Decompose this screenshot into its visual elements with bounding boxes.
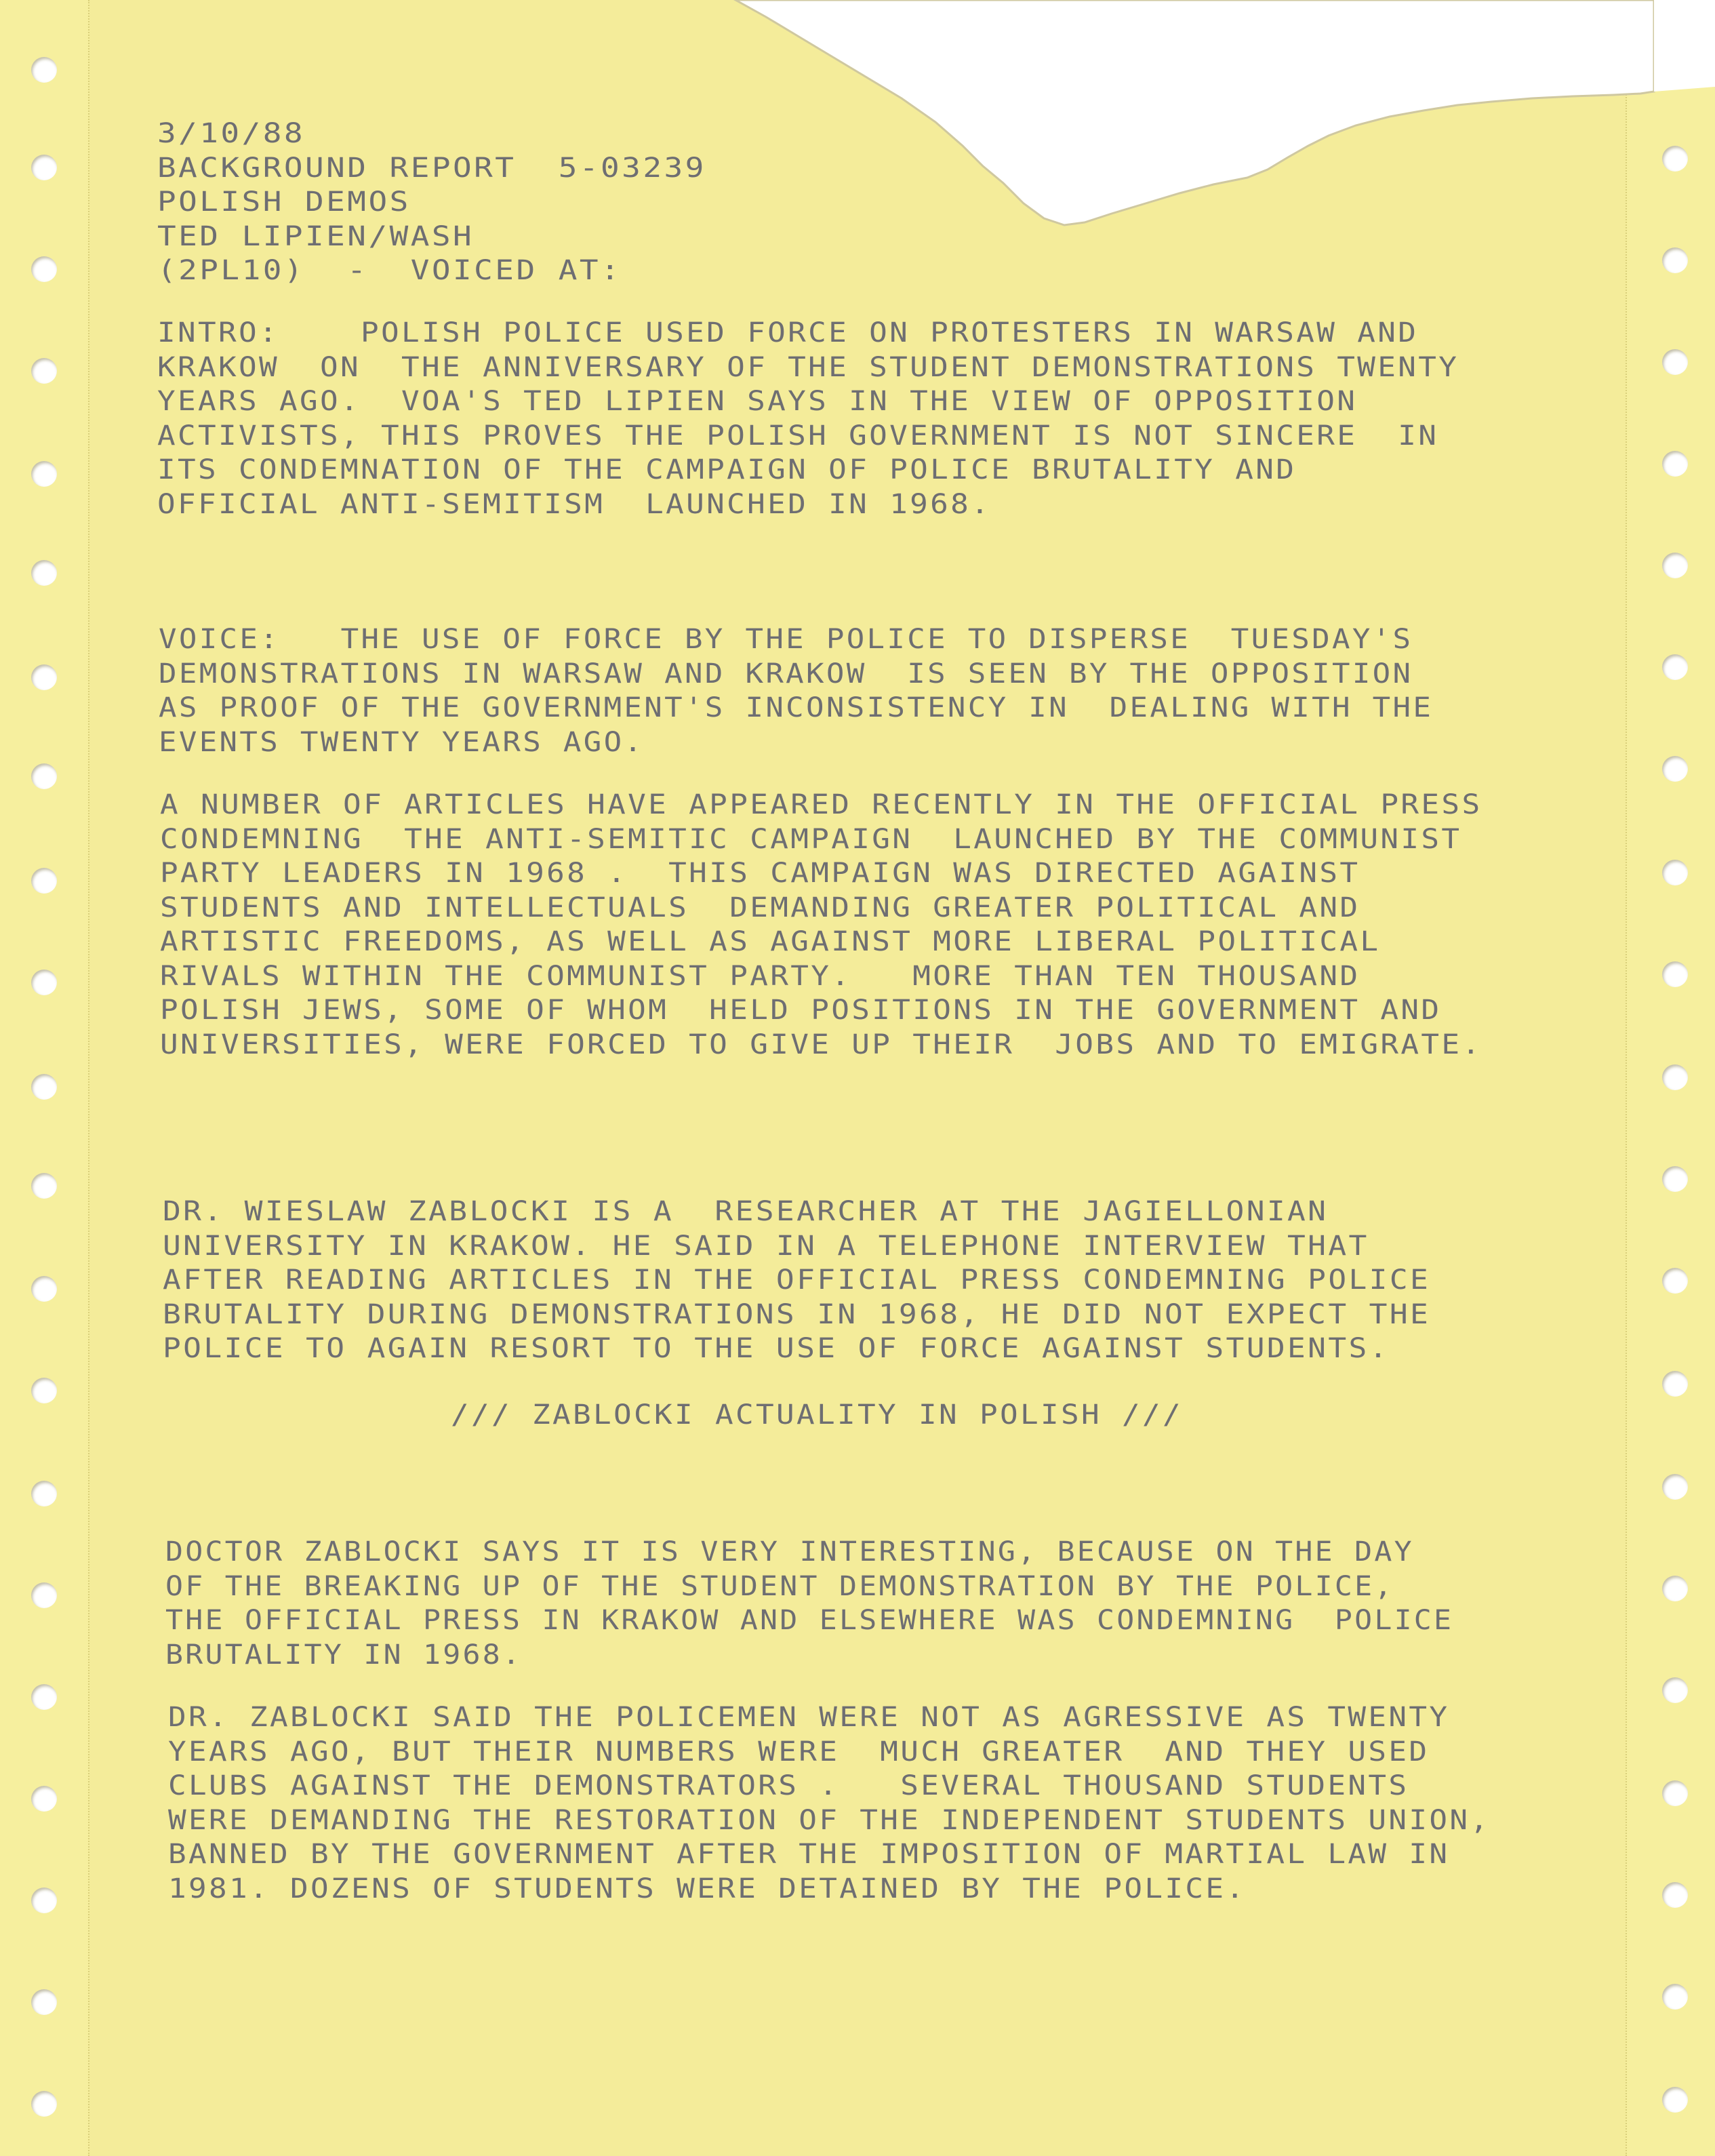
policemen-line: BANNED BY THE GOVERNMENT AFTER THE IMPOSITION OF MARTIAL LAW IN — [168, 1839, 1450, 1870]
zablocki-line: DR. WIESLAW ZABLOCKI IS A RESEARCHER AT THE JAGIELLONIAN — [163, 1196, 1329, 1227]
tractor-hole — [31, 358, 57, 384]
tractor-hole — [1662, 654, 1688, 680]
tractor-hole — [31, 1074, 57, 1100]
tractor-hole — [31, 1888, 57, 1913]
articles-line: ARTISTIC FREEDOMS, AS WELL AS AGAINST MORE LIBERAL POLITICAL — [160, 926, 1381, 957]
tractor-hole — [1662, 1268, 1688, 1294]
intro-line: ITS CONDEMNATION OF THE CAMPAIGN OF POLICE BRUTALITY AND — [157, 454, 1297, 485]
tractor-hole — [31, 560, 57, 586]
actuality-cue — [451, 1398, 1183, 1433]
tractor-hole — [31, 256, 57, 282]
interesting-line: OF THE BREAKING UP OF THE STUDENT DEMONSTRATION BY THE POLICE, — [165, 1570, 1394, 1602]
interesting-line: BRUTALITY IN 1968. — [165, 1639, 523, 1671]
tractor-hole — [1662, 349, 1688, 375]
articles-line: A NUMBER OF ARTICLES HAVE APPEARED RECENTLY IN THE OFFICIAL PRESS — [160, 789, 1482, 820]
articles-line: UNIVERSITIES, WERE FORCED TO GIVE UP THEIR JOBS AND TO EMIGRATE. — [160, 1029, 1482, 1060]
tractor-hole — [1662, 146, 1688, 172]
zablocki-paragraph — [163, 1195, 1430, 1366]
articles-line: PARTY LEADERS IN 1968 . THIS CAMPAIGN WAS DIRECTED AGAINST — [160, 858, 1360, 889]
zablocki-line: BRUTALITY DURING DEMONSTRATIONS IN 1968, HE DID NOT EXPECT THE — [163, 1298, 1431, 1330]
tractor-hole — [1662, 1064, 1688, 1090]
policemen-paragraph — [168, 1700, 1490, 1906]
tractor-hole — [1662, 1984, 1688, 2010]
tractor-hole — [31, 57, 57, 83]
tractor-hole — [1662, 1576, 1688, 1601]
tractor-hole — [1662, 1474, 1688, 1500]
voice-line: VOICE: THE USE OF FORCE BY THE POLICE TO DISPERSE TUESDAY'S — [159, 624, 1413, 655]
tractor-hole — [31, 2091, 57, 2117]
articles-line: RIVALS WITHIN THE COMMUNIST PARTY. MORE THAN TEN THOUSAND — [160, 960, 1360, 992]
tractor-hole — [31, 461, 57, 487]
actuality-text: /// ZABLOCKI ACTUALITY IN POLISH /// — [451, 1399, 1183, 1431]
articles-paragraph — [160, 788, 1482, 1062]
tractor-hole — [31, 868, 57, 894]
policemen-line: WERE DEMANDING THE RESTORATION OF THE INDEPENDENT STUDENTS UNION, — [168, 1804, 1491, 1836]
header-line: 3/10/88 — [157, 118, 306, 149]
tractor-hole — [1662, 860, 1688, 885]
tractor-hole — [31, 1684, 57, 1710]
tractor-hole — [31, 1786, 57, 1812]
tractor-hole — [1662, 756, 1688, 782]
policemen-line: 1981. DOZENS OF STUDENTS WERE DETAINED BY THE POLICE. — [168, 1873, 1247, 1904]
zablocki-line: UNIVERSITY IN KRAKOW. HE SAID IN A TELEPHONE INTERVIEW THAT — [163, 1230, 1369, 1262]
interesting-line: DOCTOR ZABLOCKI SAYS IT IS VERY INTERESTING, BECAUSE ON THE DAY — [165, 1536, 1414, 1568]
tractor-hole — [1662, 1882, 1688, 1908]
intro-line: ACTIVISTS, THIS PROVES THE POLISH GOVERNMENT IS NOT SINCERE IN — [157, 420, 1439, 452]
intro-line: INTRO: POLISH POLICE USED FORCE ON PROTESTERS IN WARSAW AND — [157, 317, 1419, 348]
voice-paragraph — [159, 622, 1433, 759]
tractor-hole — [1662, 1677, 1688, 1703]
policemen-line: YEARS AGO, BUT THEIR NUMBERS WERE MUCH GREATER AND THEY USED — [168, 1736, 1430, 1768]
voice-line: AS PROOF OF THE GOVERNMENT'S INCONSISTENCY IN DEALING WITH THE — [159, 692, 1434, 723]
zablocki-line: AFTER READING ARTICLES IN THE OFFICIAL PRESS CONDEMNING POLICE — [163, 1264, 1431, 1296]
voice-line: EVENTS TWENTY YEARS AGO. — [159, 726, 645, 758]
zablocki-line: POLICE TO AGAIN RESORT TO THE USE OF FORCE AGAINST STUDENTS. — [163, 1333, 1390, 1364]
header-line: BACKGROUND REPORT 5-03239 — [157, 152, 706, 184]
tractor-hole — [1662, 1780, 1688, 1806]
voice-line: DEMONSTRATIONS IN WARSAW AND KRAKOW IS SEEN BY THE OPPOSITION — [159, 658, 1413, 690]
tractor-hole — [1662, 1166, 1688, 1192]
tractor-hole — [1662, 2087, 1688, 2113]
tractor-hole — [1662, 451, 1688, 477]
tractor-hole — [31, 1276, 57, 1302]
policemen-line: DR. ZABLOCKI SAID THE POLICEMEN WERE NOT AS AGRESSIVE AS TWENTY — [168, 1702, 1450, 1733]
story-header — [157, 117, 706, 288]
tractor-hole — [1662, 247, 1688, 273]
tractor-hole — [31, 1173, 57, 1199]
articles-line: POLISH JEWS, SOME OF WHOM HELD POSITIONS IN THE GOVERNMENT AND — [160, 995, 1442, 1026]
tractor-hole — [31, 664, 57, 690]
header-line: TED LIPIEN/WASH — [157, 220, 475, 252]
header-line: POLISH DEMOS — [157, 186, 411, 218]
tractor-hole — [1662, 553, 1688, 578]
tractor-hole — [31, 1989, 57, 2015]
articles-line: STUDENTS AND INTELLECTUALS DEMANDING GREATER POLITICAL AND — [160, 892, 1360, 923]
tractor-hole — [1662, 1371, 1688, 1397]
intro-line: KRAKOW ON THE ANNIVERSARY OF THE STUDENT DEMONSTRATIONS TWENTY — [157, 351, 1459, 383]
header-line: (2PL10) - VOICED AT: — [157, 255, 622, 286]
articles-line: CONDEMNING THE ANTI-SEMITIC CAMPAIGN LAUNCHED BY THE COMMUNIST — [160, 823, 1462, 855]
tractor-hole — [31, 155, 57, 180]
tractor-hole — [31, 970, 57, 995]
tractor-hole — [31, 1378, 57, 1403]
policemen-line: CLUBS AGAINST THE DEMONSTRATORS . SEVERAL THOUSAND STUDENTS — [168, 1770, 1409, 1801]
intro-line: YEARS AGO. VOA'S TED LIPIEN SAYS IN THE VIEW OF OPPOSITION — [157, 386, 1358, 417]
tractor-hole — [1662, 961, 1688, 987]
intro-paragraph — [157, 316, 1459, 521]
intro-line: OFFICIAL ANTI-SEMITISM LAUNCHED IN 1968. — [157, 488, 992, 520]
tractor-hole — [31, 1582, 57, 1608]
interesting-line: THE OFFICIAL PRESS IN KRAKOW AND ELSEWHERE WAS CONDEMNING POLICE — [165, 1605, 1454, 1636]
tractor-hole — [31, 763, 57, 789]
interesting-paragraph — [165, 1535, 1453, 1672]
tractor-hole — [31, 1481, 57, 1506]
